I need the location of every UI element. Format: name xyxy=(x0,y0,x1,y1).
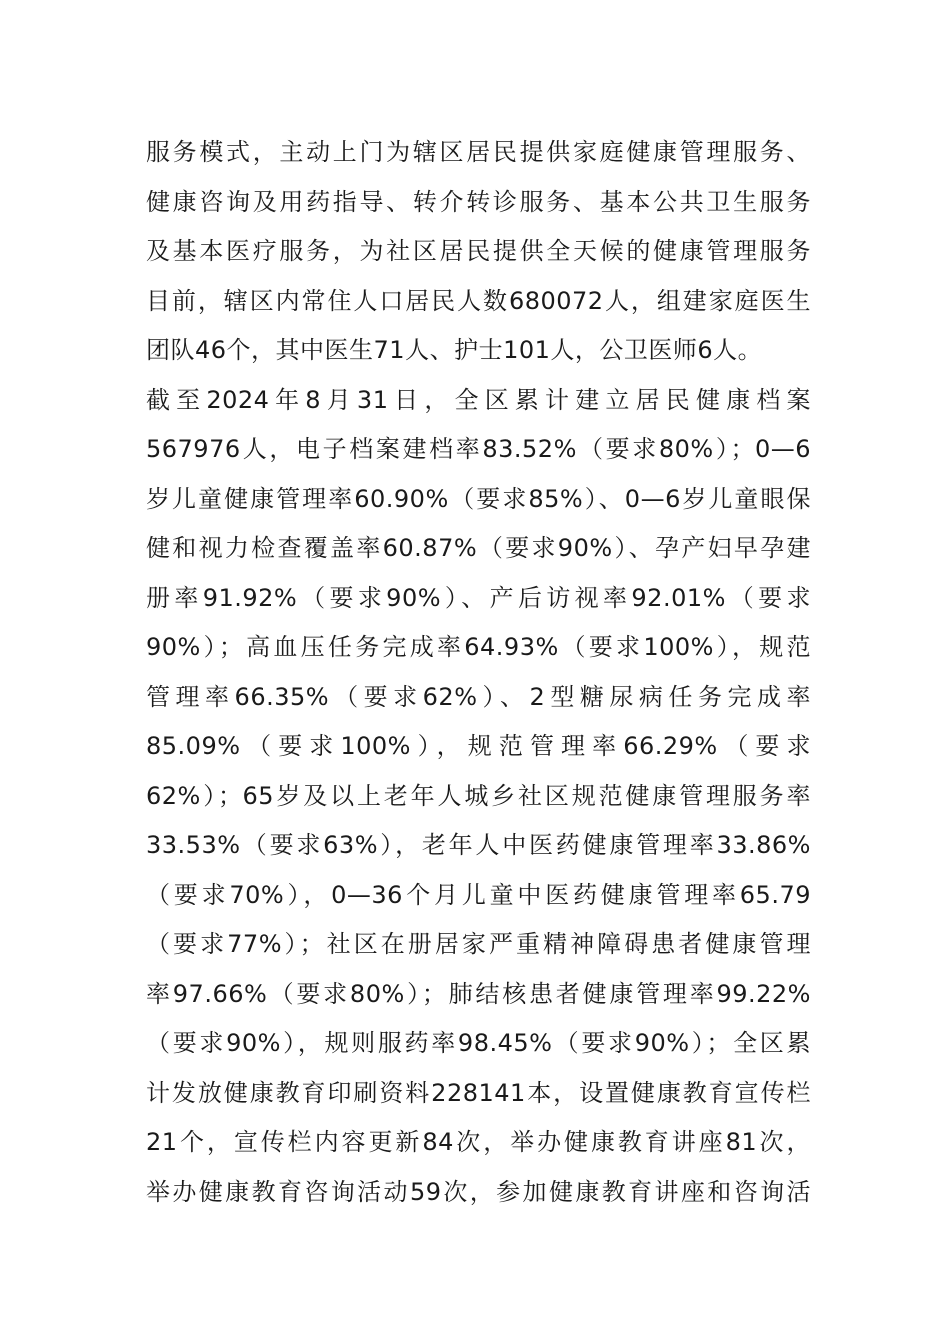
text-line: 90%）；高血压任务完成率64.93%（要求100%），规范 xyxy=(146,633,811,661)
text-line: 计发放健康教育印刷资料228141本，设置健康教育宣传栏 xyxy=(146,1078,811,1107)
text-line: 岁儿童健康管理率60.90%（要求85%）、0—6岁儿童眼保 xyxy=(146,484,811,513)
text-line: 62%）；65岁及以上老年人城乡社区规范健康管理服务率 xyxy=(146,781,811,810)
text-line: 管理率66.35%（要求62%）、2型糖尿病任务完成率 xyxy=(146,682,811,711)
body-text xyxy=(146,128,811,1217)
text-line: 团队46个，其中医生71人、护士101人，公卫医师6人。 xyxy=(146,336,763,364)
text-line: （要求70%），0—36个月儿童中医药健康管理率65.79 xyxy=(146,880,811,909)
text-line: 567976人，电子档案建档率83.52%（要求80%）；0—6 xyxy=(146,435,811,463)
text-line: 截至2024年8月31日，全区累计建立居民健康档案 xyxy=(146,385,811,414)
text-line: 33.53%（要求63%），老年人中医药健康管理率33.86% xyxy=(146,831,811,859)
text-line: 举办健康教育咨询活动59次，参加健康教育讲座和咨询活 xyxy=(146,1177,811,1206)
text-line: 册率91.92%（要求90%）、产后访视率92.01%（要求 xyxy=(146,583,811,612)
text-line: 目前，辖区内常住人口居民人数680072人，组建家庭医生 xyxy=(146,286,811,315)
text-line: 率97.66%（要求80%）；肺结核患者健康管理率99.22% xyxy=(146,979,811,1008)
text-line: （要求77%）；社区在册居家严重精神障碍患者健康管理 xyxy=(146,930,811,958)
text-line: 及基本医疗服务，为社区居民提供全天候的健康管理服务 xyxy=(146,237,811,265)
text-line: （要求90%），规则服药率98.45%（要求90%）；全区累 xyxy=(146,1029,811,1057)
text-line: 健康咨询及用药指导、转介转诊服务、基本公共卫生服务 xyxy=(146,187,811,216)
text-line: 85.09%（要求100%），规范管理率66.29%（要求 xyxy=(146,732,811,760)
text-line: 服务模式，主动上门为辖区居民提供家庭健康管理服务、 xyxy=(146,138,811,166)
text-line: 21个，宣传栏内容更新84次，举办健康教育讲座81次， xyxy=(146,1128,811,1156)
text-line: 健和视力检查覆盖率60.87%（要求90%）、孕产妇早孕建 xyxy=(146,534,811,562)
